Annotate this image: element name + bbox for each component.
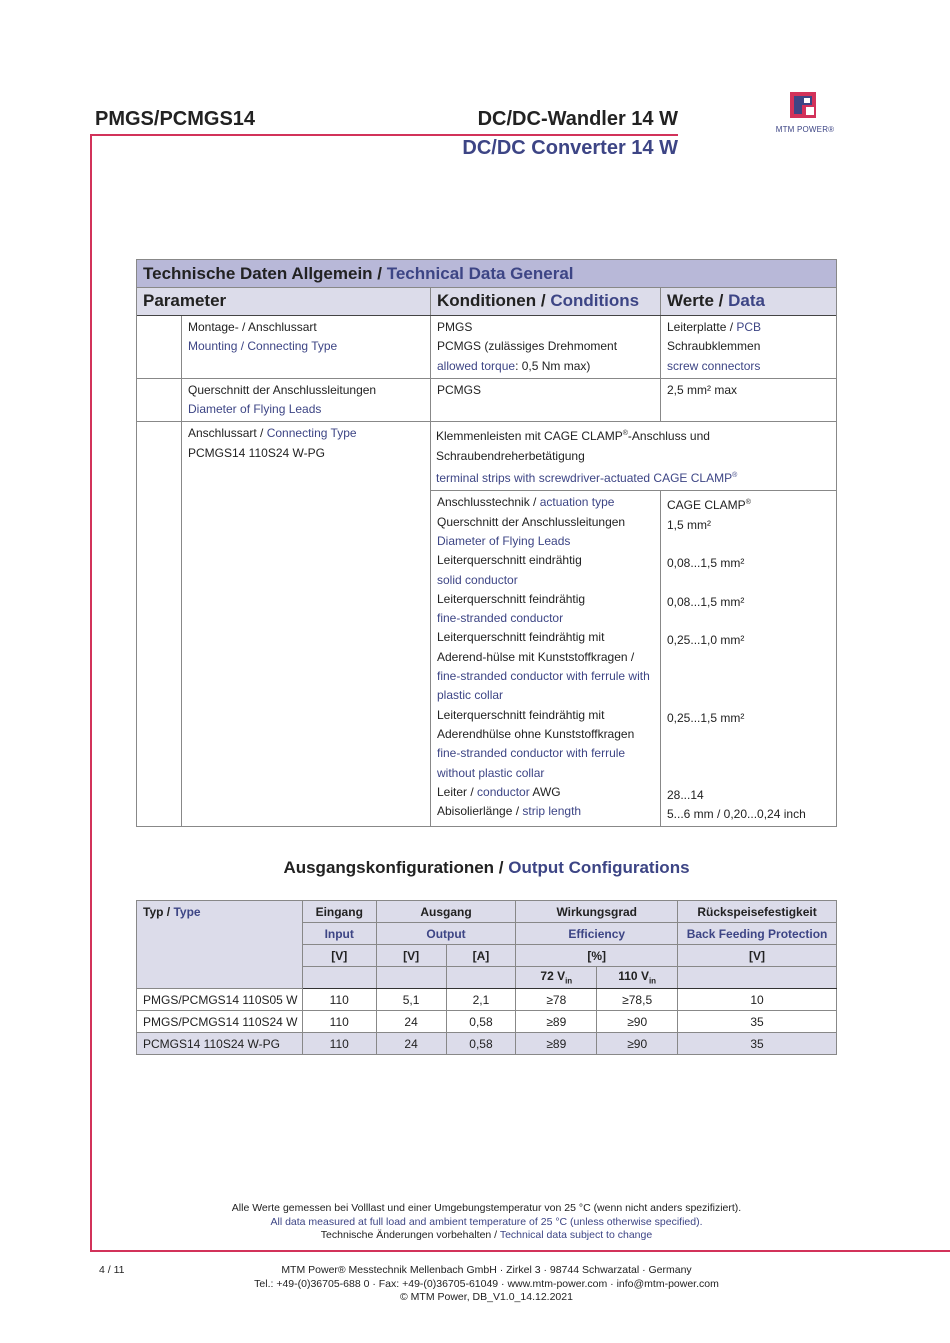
cond-line: solid conductor (437, 572, 518, 587)
cell-eff72: ≥89 (516, 1033, 597, 1055)
cond-value-block (431, 422, 836, 826)
param-cell (182, 316, 431, 378)
value-line: 0,08...1,5 mm² (667, 556, 745, 571)
cond-line (437, 783, 654, 802)
value-line: screw connectors (667, 358, 761, 373)
table-row (137, 379, 836, 423)
left-border-line (90, 134, 92, 1251)
cond-en: strip length (522, 804, 582, 819)
cell-eff72: ≥89 (516, 1011, 597, 1033)
header-type (137, 901, 303, 989)
param-de: Montage- / Anschlussart (188, 320, 317, 334)
blank-cell (678, 967, 837, 989)
span-cell (431, 422, 836, 491)
footer-address: MTM Power® Messtechnik Mellenbach GmbH · Zirkel 3 · 98744 Schwarzatal · Germany (281, 1264, 692, 1276)
value-line (667, 728, 830, 747)
table-row (137, 422, 836, 826)
logo-text: MTM POWER® (775, 125, 835, 134)
v110-label: 110 V (618, 969, 649, 984)
page-number: 4 / 11 (99, 1264, 125, 1276)
changes-de: Technische Änderungen vorbehalten / (320, 1229, 500, 1241)
col-data (661, 288, 836, 315)
param-line: PCMGS14 110S24 W-PG (188, 445, 325, 460)
cond-line: without plastic collar (437, 765, 545, 780)
note-de: Alle Werte gemessen bei Volllast und einer Umgebungstemperatur von 25 °C (wenn nicht anders spezifiziert). (231, 1202, 742, 1214)
col-conditions (431, 288, 661, 315)
cond-line: Leiterquerschnitt feindrähtig mit (437, 707, 605, 722)
value-text: CAGE CLAMP (667, 498, 746, 513)
header-bf-de: Rückspeisefestigkeit (678, 901, 837, 923)
v72-label: 72 V (540, 969, 566, 984)
span-en: terminal strips with screwdriver-actuated CAGE CLAMP (436, 471, 733, 486)
value-line: 0,08...1,5 mm² (667, 594, 745, 609)
reg-mark: ® (622, 430, 628, 438)
col-parameter: Parameter (137, 288, 431, 315)
cond-line (437, 802, 654, 821)
value-line (667, 574, 830, 593)
cell-eff110: ≥90 (597, 1033, 678, 1055)
title-de: Technische Daten Allgemein / (143, 264, 387, 283)
output-configurations-table (136, 900, 837, 1055)
footer-copyright: © MTM Power, DB_V1.0_14.12.2021 (400, 1291, 573, 1303)
sub-rows (431, 491, 836, 826)
cell-iout: 2,1 (446, 989, 516, 1011)
cell-iout: 0,58 (446, 1033, 516, 1055)
type-de: Typ / (143, 905, 174, 919)
cond-de: Anschlusstechnik / (437, 495, 540, 510)
blank-cell (446, 967, 516, 989)
param-en: Diameter of Flying Leads (188, 402, 322, 417)
value-line (667, 493, 830, 515)
cond-line: PMGS (437, 320, 473, 334)
param-en: Connecting Type (266, 426, 357, 441)
value-cell (661, 491, 836, 826)
cond-line: Querschnitt der Anschlussleitungen (437, 514, 626, 529)
value-line: 0,25...1,0 mm² (667, 633, 745, 648)
cond-line: Leiterquerschnitt eindrähtig (437, 553, 582, 568)
cell-vin: 110 (302, 1033, 376, 1055)
output-section-title (136, 858, 837, 878)
value-line (667, 651, 830, 670)
cond-line (437, 493, 654, 512)
value-line: 1,5 mm² (667, 517, 712, 532)
row-blank (137, 379, 182, 422)
span-line (436, 424, 831, 466)
value-cell (661, 316, 836, 378)
cell-bf: 35 (678, 1011, 837, 1033)
cond-de: Leiter / (437, 784, 478, 799)
cond-en: conductor (477, 784, 530, 799)
row-blank (137, 316, 182, 378)
cell-eff72: ≥78 (516, 989, 597, 1011)
technical-data-table (136, 259, 837, 827)
value-en: PCB (736, 320, 762, 334)
unit-vin: [V] (302, 945, 376, 967)
cell-vin: 110 (302, 1011, 376, 1033)
cell-iout: 0,58 (446, 1011, 516, 1033)
cond-line: fine-stranded conductor (437, 611, 564, 626)
header-110v (597, 967, 678, 989)
cell-bf: 35 (678, 1033, 837, 1055)
product-name: PMGS/PCMGS14 (95, 108, 256, 130)
table-row (137, 316, 836, 379)
changes-en: Technical data subject to change (499, 1229, 653, 1241)
cond-line: plastic collar (437, 688, 504, 703)
header-output-en: Output (376, 923, 516, 945)
col-val-de: Werte / (667, 291, 729, 310)
value-line (667, 670, 830, 689)
cond-en: actuation type (539, 495, 615, 510)
sub-in: in (648, 976, 657, 986)
cond-line: Aderendhülse ohne Kunststoffkragen (437, 726, 635, 741)
value-line (667, 535, 830, 554)
header-72v (516, 967, 597, 989)
cell-type: PMGS/PCMGS14 110S24 W (137, 1011, 303, 1033)
cond-line: PCMGS (zulässiges Drehmoment (437, 339, 618, 354)
blank-cell (302, 967, 376, 989)
col-cond-en: Conditions (550, 291, 640, 310)
cond-cell (431, 316, 661, 378)
col-cond-de: Konditionen / (437, 291, 551, 310)
value-line (667, 767, 830, 786)
cond-line: Diameter of Flying Leads (437, 533, 571, 548)
cond-line: Aderend-hülse mit Kunststoffkragen / (437, 649, 635, 664)
span-de: Klemmenleisten mit CAGE CLAMP (436, 429, 623, 444)
cond-en: allowed torque (437, 358, 516, 373)
header-output-de: Ausgang (376, 901, 516, 923)
value-line (667, 612, 830, 631)
value-line (667, 689, 830, 708)
measurement-notes (136, 1202, 837, 1243)
value-de: Leiterplatte / (667, 320, 737, 334)
title-en: Output Configurations (508, 858, 690, 877)
unit-bf: [V] (678, 945, 837, 967)
sub-in: in (565, 976, 573, 986)
header-rule (90, 134, 678, 136)
cond-rest: : 0,5 Nm max) (515, 358, 591, 373)
table-row (137, 1011, 837, 1033)
table-header (137, 288, 836, 316)
page-title-en: DC/DC Converter 14 W (462, 137, 678, 159)
row-blank (137, 422, 182, 826)
param-de: Anschlussart / (188, 426, 267, 441)
cell-type: PMGS/PCMGS14 110S05 W (137, 989, 303, 1011)
cell-vout: 5,1 (376, 989, 446, 1011)
value-cell: 2,5 mm² max (667, 382, 738, 397)
value-line: Schraubklemmen (667, 339, 761, 354)
footer-rule (90, 1250, 950, 1252)
reg-mark: ® (745, 499, 751, 507)
table-title (137, 260, 836, 288)
unit-iout: [A] (446, 945, 516, 967)
cell-eff110: ≥78,5 (597, 989, 678, 1011)
page-title-de: DC/DC-Wandler 14 W (477, 108, 678, 130)
header-row (137, 901, 837, 923)
cond-line: Leiterquerschnitt feindrähtig mit (437, 630, 605, 645)
value-line: 5...6 mm / 0,20...0,24 inch (667, 807, 806, 822)
title-en: Technical Data General (386, 264, 574, 283)
header-eff-de: Wirkungsgrad (516, 901, 678, 923)
table-row (137, 1033, 837, 1055)
span-line (436, 466, 831, 488)
param-cell (182, 379, 431, 422)
param-line (188, 424, 424, 443)
footer (136, 1264, 837, 1305)
cond-line: fine-stranded conductor with ferrule with (437, 669, 650, 684)
span-de2: -Anschluss und Schraubendreherbetätigung (436, 429, 710, 463)
value-line (667, 747, 830, 766)
cond-rest: AWG (529, 784, 561, 799)
header-input-en: Input (302, 923, 376, 945)
cond-de: Abisolierlänge / (437, 804, 523, 819)
cond-cell (431, 491, 661, 826)
cell-vin: 110 (302, 989, 376, 1011)
reg-mark: ® (732, 472, 738, 480)
cell-vout: 24 (376, 1033, 446, 1055)
param-en: Mounting / Connecting Type (188, 339, 338, 354)
header-eff-en: Efficiency (516, 923, 678, 945)
value-line: 28...14 (667, 787, 704, 802)
header-bf-en: Back Feeding Protection (678, 923, 837, 945)
cond-line: Leiterquerschnitt feindrähtig (437, 591, 586, 606)
note-en: All data measured at full load and ambient temperature of 25 °C (unless otherwise specified). (270, 1215, 703, 1228)
header-input-de: Eingang (302, 901, 376, 923)
cell-type: PCMGS14 110S24 W-PG (137, 1033, 303, 1055)
unit-vout: [V] (376, 945, 446, 967)
footer-contact: Tel.: +49-(0)36705-688 0 · Fax: +49-(0)36705-61049 · www.mtm-power.com · info@mtm-power.com (254, 1277, 719, 1290)
cond-line: fine-stranded conductor with ferrule (437, 746, 626, 761)
type-en: Type (173, 905, 201, 919)
param-cell (182, 422, 431, 826)
cell-eff110: ≥90 (597, 1011, 678, 1033)
cond-line (437, 357, 654, 376)
cell-vout: 24 (376, 1011, 446, 1033)
param-de: Querschnitt der Anschlussleitungen (188, 382, 377, 397)
unit-eff: [%] (516, 945, 678, 967)
cond-cell: PCMGS (431, 379, 661, 422)
blank-cell (376, 967, 446, 989)
cell-bf: 10 (678, 989, 837, 1011)
value-line (667, 318, 830, 337)
col-val-en: Data (728, 291, 765, 310)
value-line: 0,25...1,5 mm² (667, 710, 745, 725)
title-de: Ausgangskonfigurationen / (283, 858, 509, 877)
note-changes (136, 1229, 837, 1243)
table-row (137, 989, 837, 1011)
